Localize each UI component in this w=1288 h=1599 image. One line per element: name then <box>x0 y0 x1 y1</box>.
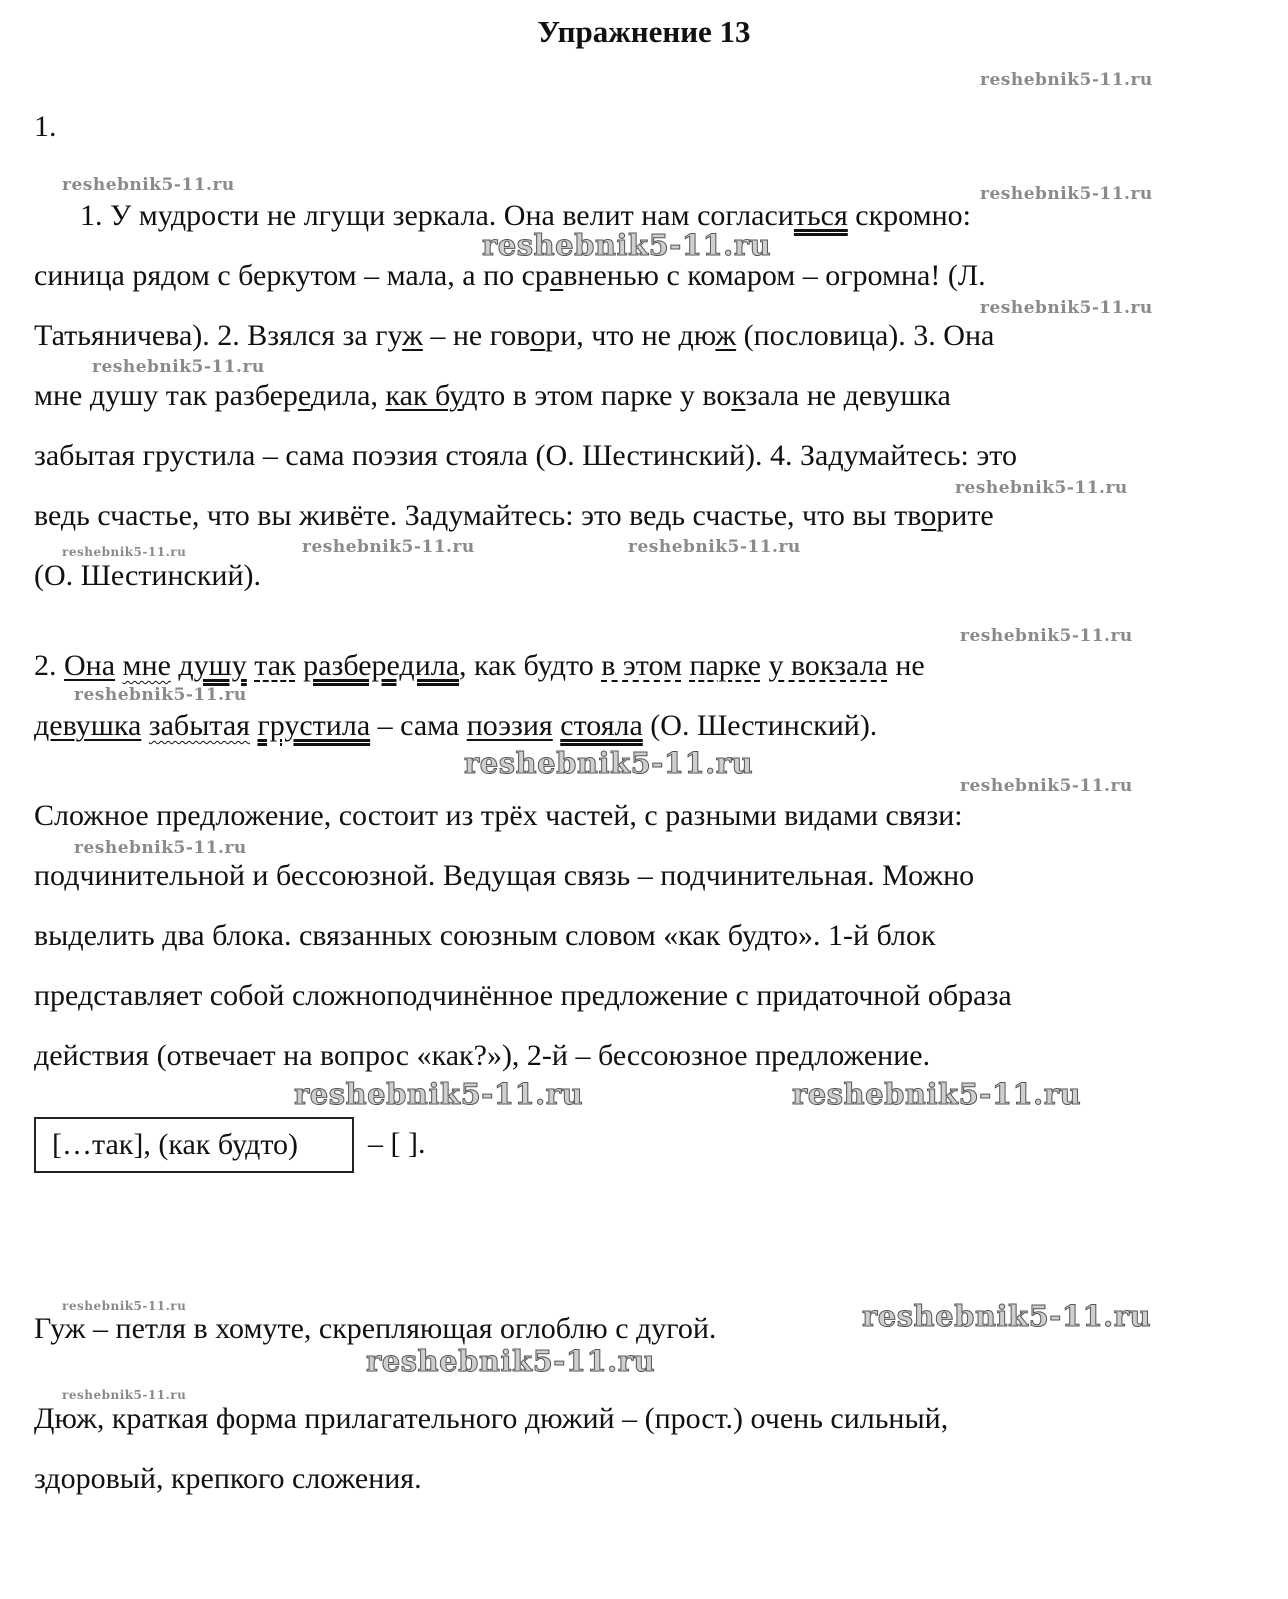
watermark: reshebnik5-11.ru <box>862 1299 1152 1333</box>
text-line: ведь счастье, что вы живёте. Задумайтесь: это ведь счастье, что вы творите <box>34 499 994 532</box>
watermark: reshebnik5-11.ru <box>294 1077 584 1111</box>
sentence-scheme-box: […так], (как будто) <box>34 1117 354 1173</box>
watermark: reshebnik5-11.ru <box>955 478 1128 498</box>
analysis-line: Сложное предложение, состоит из трёх частей, с разными видами связи: <box>34 799 963 832</box>
watermark: reshebnik5-11.ru <box>960 626 1133 646</box>
watermark: reshebnik5-11.ru <box>62 1388 187 1402</box>
parsed-sentence-line: девушка забытая грустила – сама поэзия стояла (О. Шестинский). <box>34 709 878 742</box>
section-1-number: 1. <box>34 110 57 143</box>
watermark: reshebnik5-11.ru <box>980 298 1153 318</box>
watermark: reshebnik5-11.ru <box>62 1299 187 1313</box>
watermark: reshebnik5-11.ru <box>302 537 475 557</box>
sentence-scheme-tail: – [ ]. <box>368 1127 426 1160</box>
text-line: синица рядом с беркутом – мала, а по сравненью с комаром – огромна! (Л. <box>34 259 986 292</box>
analysis-line: действия (отвечает на вопрос «как?»), 2-й – бессоюзное предложение. <box>34 1039 931 1072</box>
watermark: reshebnik5-11.ru <box>62 545 187 559</box>
watermark: reshebnik5-11.ru <box>980 184 1153 204</box>
text-line: мне душу так разбередила, как будто в этом парке у вокзала не девушка <box>34 379 951 412</box>
watermark: reshebnik5-11.ru <box>960 776 1133 796</box>
watermark: reshebnik5-11.ru <box>980 70 1153 90</box>
glossary-line: Гуж – петля в хомуте, скрепляющая оглоблю с дугой. <box>34 1312 717 1345</box>
watermark: reshebnik5-11.ru <box>74 685 247 705</box>
glossary-line: здоровый, крепкого сложения. <box>34 1462 422 1495</box>
analysis-line: подчинительной и бессоюзной. Ведущая связь – подчинительная. Можно <box>34 859 975 892</box>
watermark: reshebnik5-11.ru <box>92 357 265 377</box>
glossary-line: Дюж, краткая форма прилагательного дюжий – (прост.) очень сильный, <box>34 1402 949 1435</box>
analysis-line: выделить два блока. связанных союзным словом «как будто». 1-й блок <box>34 919 936 952</box>
watermark: reshebnik5-11.ru <box>628 537 801 557</box>
parsed-sentence-line: 2. Она мне душу так разбередила, как будто в этом парке у вокзала не <box>34 649 925 682</box>
page-title: Упражнение 13 <box>537 14 751 49</box>
text-line: забытая грустила – сама поэзия стояла (О. Шестинский). 4. Задумайтесь: это <box>34 439 1017 472</box>
analysis-line: представляет собой сложноподчинённое предложение с придаточной образа <box>34 979 1012 1012</box>
watermark: reshebnik5-11.ru <box>62 175 235 195</box>
text-line: Татьяничева). 2. Взялся за гуж – не говори, что не дюж (пословица). 3. Она <box>34 319 995 352</box>
text-line: 1. У мудрости не лгущи зеркала. Она велит нам согласиться скромно: <box>80 199 971 232</box>
watermark: reshebnik5-11.ru <box>482 228 772 262</box>
watermark: reshebnik5-11.ru <box>464 746 754 780</box>
text-line: (О. Шестинский). <box>34 559 262 592</box>
watermark: reshebnik5-11.ru <box>792 1077 1082 1111</box>
watermark: reshebnik5-11.ru <box>366 1344 656 1378</box>
watermark: reshebnik5-11.ru <box>74 838 247 858</box>
